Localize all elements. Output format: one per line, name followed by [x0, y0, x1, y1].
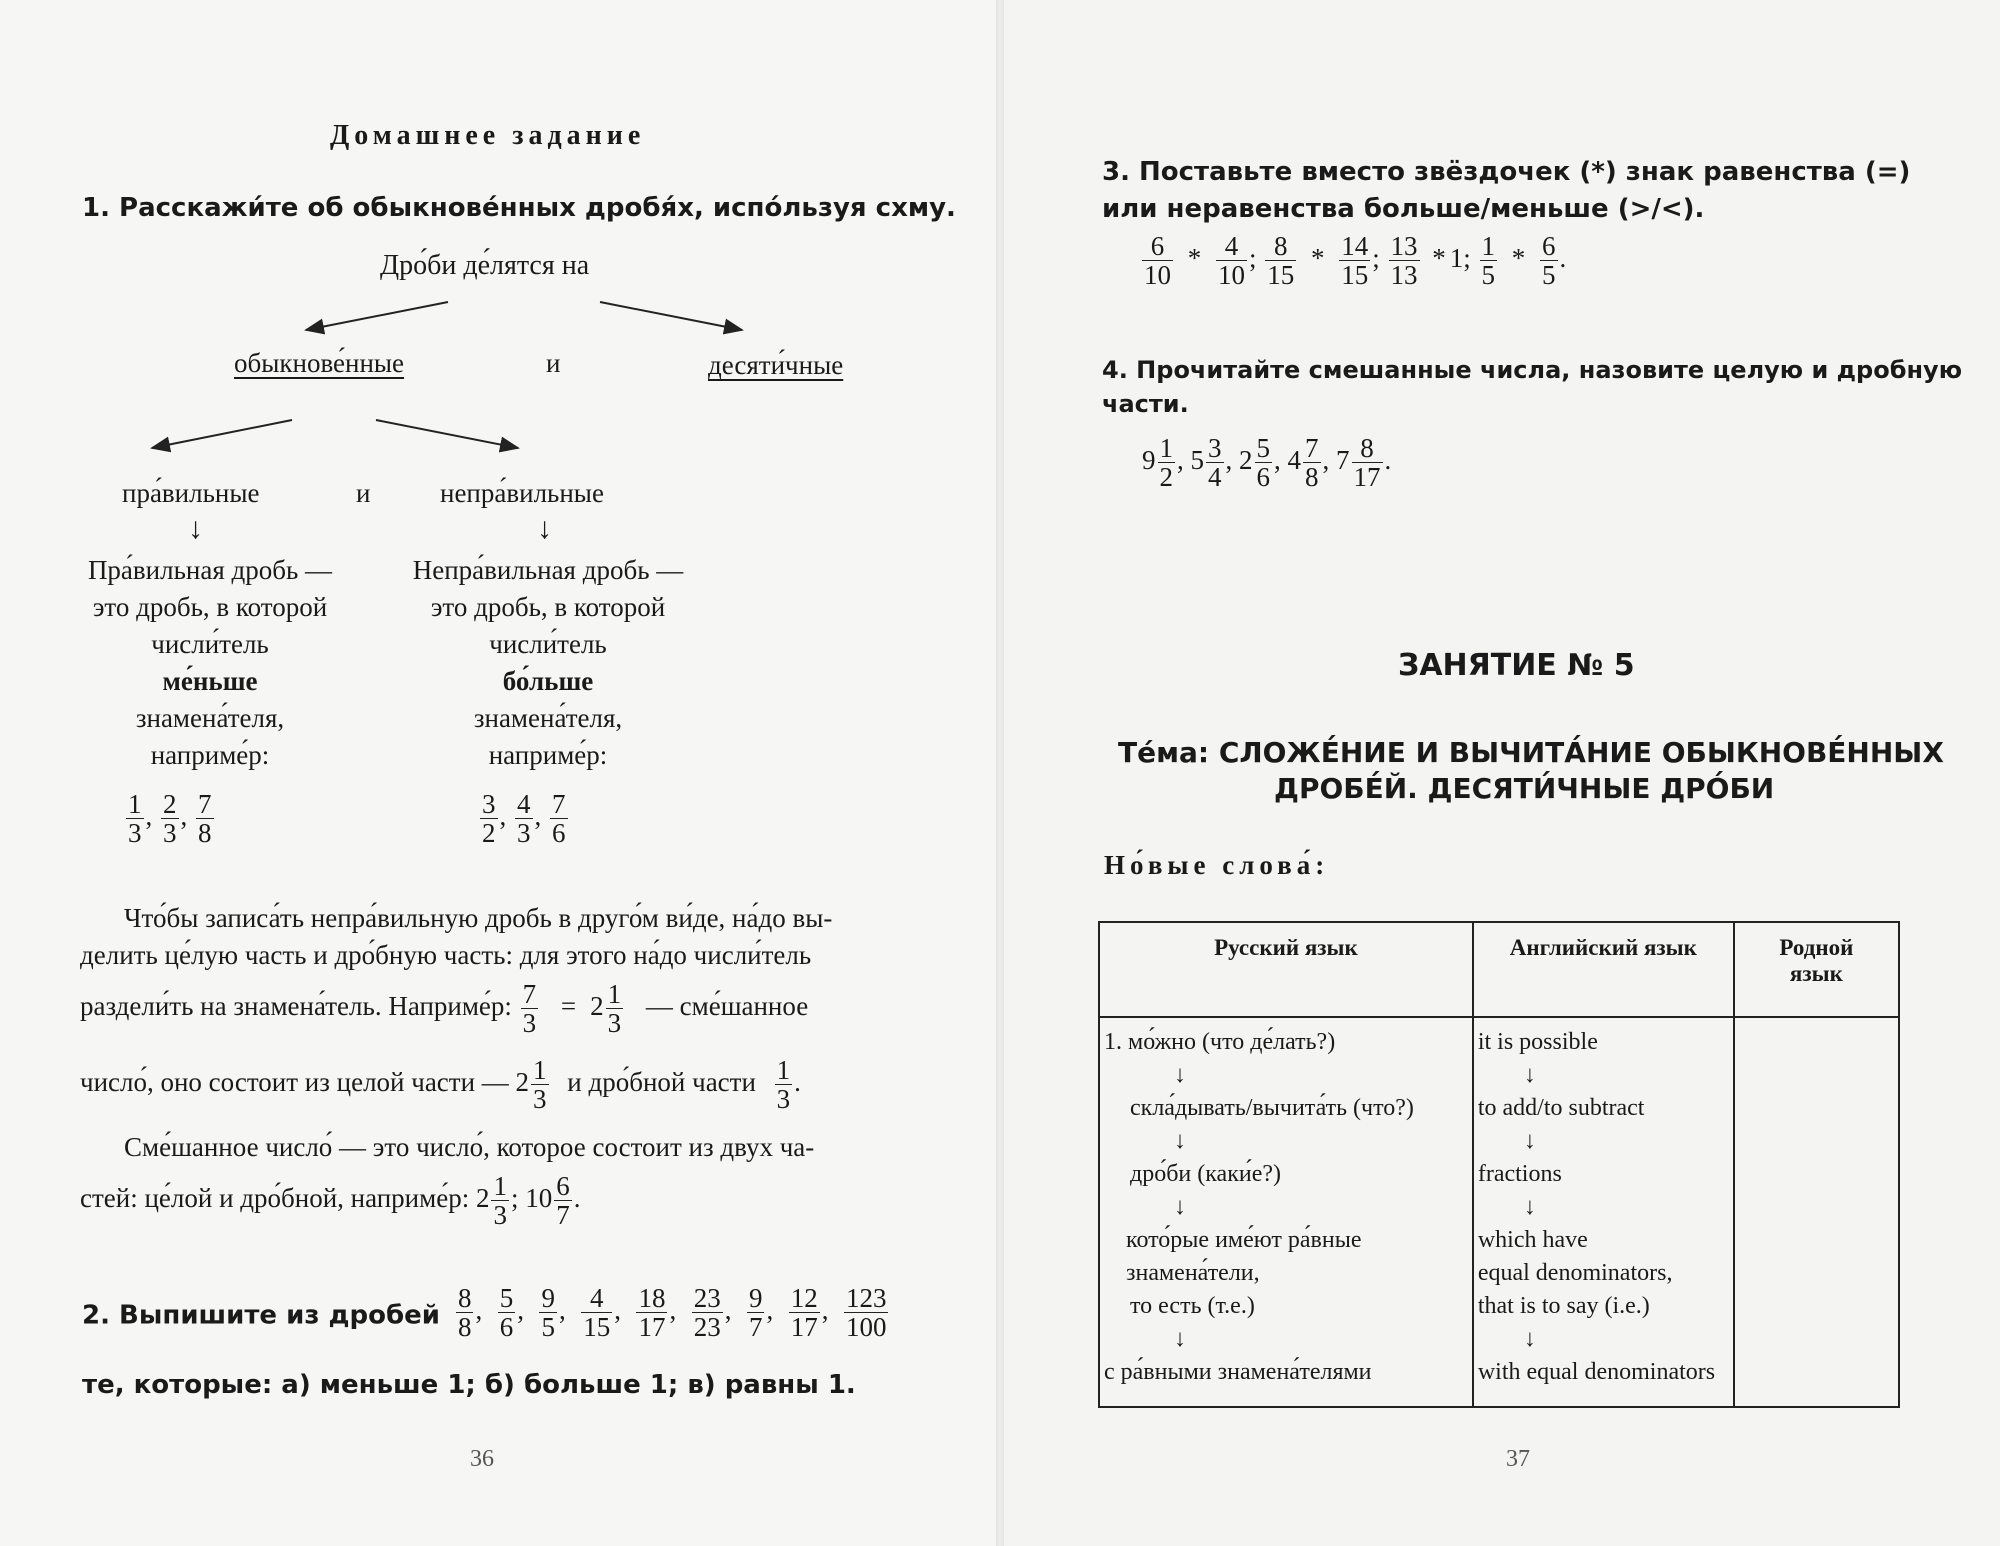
down-arrow-icon: ↓ — [1523, 1194, 1536, 1220]
fraction: $\frac{7}{3}$ — [522, 979, 537, 1039]
arrow-to-improper — [376, 420, 518, 448]
star-icon: * — [1432, 243, 1446, 274]
improper-line: наприме́р: — [488, 740, 608, 770]
topic-line1: Те́ма: СЛОЖЕ́НИЕ И ВЫЧИТА́НИЕ ОБЫКНОВЕ́ННЫХ — [1118, 736, 1944, 769]
fraction: $\frac{1}{3}$ — [607, 979, 622, 1039]
task2-fractions: $\frac{8}{8}$ , $\frac{5}{6}$ , $\frac{9}{5}$ , $\frac{4}{15}$ , $\frac{18}{17}$ , $\frac{23}{23}$ , $\frac{9}{7}$ , $\frac{12}{17}$ , $\frac{123}{100}$ — [457, 1283, 887, 1343]
proper-line: это дробь, в которой — [92, 592, 328, 622]
fraction: $\frac{6}{7}$ — [556, 1171, 570, 1231]
branch-and: и — [546, 348, 561, 378]
task4-line1: 4. Прочитайте смешанные числа, назовите целую и дробную — [1102, 356, 1963, 384]
proper-bold-word: ме́ньше — [162, 666, 258, 696]
task4-mixed-numbers: 9 $\frac{1}{2}$ , 5 $\frac{3}{4}$ , 2 $\frac{5}{6}$ , 4 $\frac{7}{8}$ , 7 $\frac{8}{17}$ . — [1142, 433, 1392, 493]
sub-improper: непра́вильные — [440, 478, 604, 508]
para2-line2: стей: це́лой и дро́бной, наприме́р: 2 $\frac{1}{3}$ ; 10 $\frac{6}{7}$ . — [80, 1171, 581, 1231]
table-row — [1099, 1017, 1899, 1407]
task3-line1: 3. Поставьте вместо звёздочек (*) знак равенства (=) — [1102, 157, 1911, 187]
fraction: $\frac{3}{4}$ — [1208, 433, 1222, 493]
task3-expressions: $\frac{6}{10}$ * $\frac{4}{10}$ ; $\frac{8}{15}$ * $\frac{14}{15}$ ; $\frac{13}{13}$ * 1; $\frac{1}{5}$ * $\frac{6}{5}$ . — [1144, 231, 1567, 291]
para1-line1: Что́бы записа́ть непра́вильную дробь в друго́м ви́де, на́до вы- — [124, 903, 833, 933]
improper-definition — [386, 552, 710, 774]
fraction: $\frac{7}{6}$ — [552, 789, 566, 849]
header-english: Английский язык — [1473, 922, 1734, 1017]
topic-label: Те́ма: — [1118, 736, 1210, 769]
improper-line: числи́тель — [489, 629, 607, 659]
russian-column: 1. мо́жно (что де́лать?) ↓ скла́дывать/вычита́ть (что?) ↓ дро́би (каки́е?) ↓ кото́рые име́ют ра́вные знамена́тели, то есть (т.е.) ↓ с ра́вными знамена́телями — [1099, 1017, 1473, 1407]
para2-line1: Сме́шанное число́ — это число́, которое состоит из двух ча- — [124, 1132, 815, 1162]
fraction: $\frac{1}{3}$ — [776, 1055, 791, 1115]
improper-line: это дробь, в которой — [430, 592, 666, 622]
down-arrow-icon: ↓ — [1174, 1128, 1186, 1154]
page-number-left: 36 — [470, 1446, 494, 1472]
fraction: $\frac{5}{6}$ — [1256, 433, 1270, 493]
star-icon: * — [1511, 243, 1526, 274]
improper-line: знамена́теля, — [473, 703, 623, 733]
header-russian: Русский язык — [1099, 922, 1473, 1017]
para1-line3: раздели́ть на знамена́тель. Наприме́р: $\frac{7}{3}$ = 2 $\frac{1}{3}$ — сме́шанное — [80, 979, 809, 1039]
fraction: $\frac{4}{15}$ — [583, 1283, 611, 1343]
fraction: $\frac{1}{2}$ — [1159, 433, 1173, 493]
fraction: $\frac{1}{3}$ — [493, 1171, 507, 1231]
proper-line: наприме́р: — [150, 740, 270, 770]
branch-decimal: десяти́чные — [708, 350, 844, 380]
fraction: $\frac{9}{5}$ — [541, 1283, 555, 1343]
fraction: $\frac{2}{3}$ — [163, 789, 177, 849]
star-icon: * — [1311, 243, 1325, 274]
fraction: $\frac{9}{7}$ — [748, 1283, 763, 1343]
sub-and: и — [356, 478, 371, 508]
header-native: Родной язык — [1734, 922, 1899, 1017]
improper-bold-word: бо́льше — [502, 666, 594, 696]
fraction: $\frac{123}{100}$ — [845, 1283, 887, 1343]
topic-line2: ДРОБЕ́Й. ДЕСЯТИ́ЧНЫЕ ДРО́БИ — [1274, 772, 1775, 805]
down-arrow-icon: ↓ — [1174, 1062, 1186, 1088]
down-arrow-icon: ↓ — [188, 512, 203, 545]
proper-line: Пра́вильная дробь — — [87, 555, 333, 585]
scheme-arrows — [0, 0, 1000, 480]
fraction: $\frac{1}{5}$ — [1481, 231, 1496, 291]
fraction: $\frac{8}{17}$ — [1353, 433, 1381, 493]
page-number-right: 37 — [1506, 1446, 1530, 1472]
down-arrow-icon: ↓ — [1523, 1062, 1536, 1088]
scheme-root: Дро́би де́лятся на — [380, 250, 590, 281]
star-icon: * — [1187, 243, 1202, 274]
task4-line2: части. — [1102, 390, 1189, 418]
improper-examples: $\frac{3}{2}$ , $\frac{4}{3}$ , $\frac{7}{6}$ — [482, 789, 566, 849]
proper-definition — [60, 552, 360, 774]
task3-line2: или неравенства больше/меньше (>/<). — [1102, 194, 1705, 224]
branch-common: обыкнове́нные — [234, 348, 405, 378]
down-arrow-icon: ↓ — [537, 512, 552, 545]
fraction: $\frac{13}{13}$ — [1390, 231, 1418, 291]
fraction: $\frac{3}{2}$ — [482, 789, 496, 849]
task2-heading: 2. Выпишите из дробей — [82, 1300, 440, 1331]
fraction: $\frac{4}{10}$ — [1218, 231, 1245, 291]
fraction: $\frac{1}{3}$ — [533, 1055, 547, 1115]
down-arrow-icon: ↓ — [1523, 1128, 1536, 1154]
english-column: it is possible ↓ to add/to subtract ↓ fractions ↓ which have equal denominators, that is to say (i.e.) ↓ with equal denominators — [1473, 1017, 1734, 1407]
arrow-to-decimal — [600, 302, 742, 330]
down-arrow-icon: ↓ — [1174, 1194, 1186, 1220]
vocabulary-table — [1098, 921, 1900, 1408]
proper-line: знамена́теля, — [135, 703, 285, 733]
arrow-to-proper — [152, 420, 292, 448]
sub-proper: пра́вильные — [122, 478, 260, 508]
lesson-title: ЗАНЯТИЕ № 5 — [1398, 648, 1635, 683]
proper-line: числи́тель — [151, 629, 269, 659]
down-arrow-icon: ↓ — [1174, 1326, 1186, 1352]
fraction: $\frac{1}{3}$ — [128, 789, 142, 849]
fraction: $\frac{18}{17}$ — [638, 1283, 666, 1343]
table-header-row — [1099, 922, 1899, 1017]
fraction: $\frac{7}{8}$ — [1305, 433, 1319, 493]
fraction: $\frac{5}{6}$ — [499, 1283, 514, 1343]
fraction: $\frac{14}{15}$ — [1341, 231, 1369, 291]
task2-tail: те, которые: а) меньше 1; б) больше 1; в) равны 1. — [82, 1370, 856, 1400]
proper-examples: $\frac{1}{3}$ , $\frac{2}{3}$ , $\frac{7}{8}$ — [128, 789, 212, 849]
down-arrow-icon: ↓ — [1523, 1326, 1536, 1352]
fraction: $\frac{4}{3}$ — [517, 789, 531, 849]
arrow-to-common — [306, 302, 448, 330]
task1-heading: 1. Расскажи́те об обыкнове́нных дробя́х, испо́льзуя схму. — [82, 193, 956, 223]
native-column — [1734, 1017, 1899, 1407]
new-words-label: Но́вые слова́: — [1104, 850, 1330, 880]
fraction: $\frac{8}{15}$ — [1267, 231, 1295, 291]
fraction: $\frac{6}{10}$ — [1144, 231, 1171, 291]
fraction: $\frac{12}{17}$ — [790, 1283, 818, 1343]
para1-line2: делить це́лую часть и дро́бную часть: для этого на́до числи́тель — [80, 940, 812, 970]
fraction: $\frac{23}{23}$ — [693, 1283, 721, 1343]
homework-title: Домашнее задание — [330, 120, 646, 151]
para1-line4: число́, оно состоит из целой части — 2 $\frac{1}{3}$ и дро́бной части $\frac{1}{3}$ . — [80, 1055, 801, 1115]
fraction: $\frac{8}{8}$ — [457, 1283, 472, 1343]
improper-line: Непра́вильная дробь — — [412, 555, 684, 585]
fraction: $\frac{6}{5}$ — [1542, 231, 1556, 291]
task2-line1 — [82, 1284, 890, 1342]
fraction: $\frac{7}{8}$ — [198, 789, 212, 849]
